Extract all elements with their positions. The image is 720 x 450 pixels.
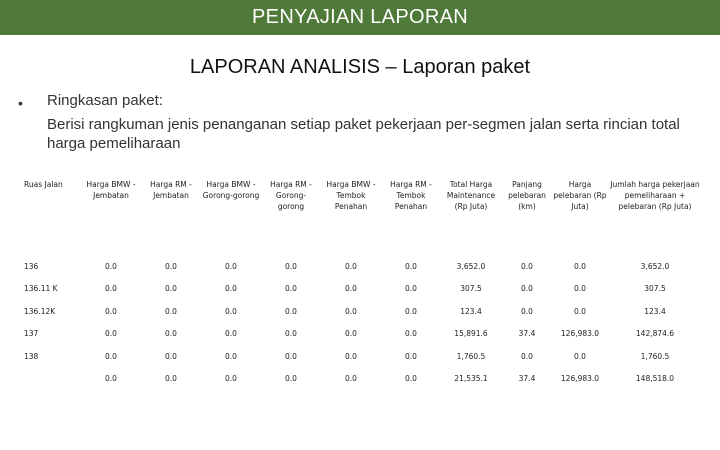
- table-cell: 123.4: [460, 306, 482, 316]
- table-row: [22, 278, 702, 301]
- table-cell: 307.5: [460, 284, 482, 294]
- table-cell: 136.11 K: [24, 284, 58, 294]
- table-cell: 0.0: [165, 284, 177, 294]
- column-header: Harga BMW - Tembok Penahan: [326, 180, 376, 211]
- column-header: Jumlah harga pekerjaan pemeliharaan + pelebaran (Rp Juta): [610, 180, 700, 211]
- table-cell: 0.0: [105, 306, 117, 316]
- table-cell: 37.4: [518, 329, 536, 339]
- table-cell: 136.12K: [24, 306, 56, 316]
- table-cell: 0.0: [285, 306, 297, 316]
- summary-table: [22, 178, 702, 390]
- table-cell: 0.0: [165, 374, 177, 384]
- table-cell: 136: [24, 261, 39, 271]
- column-header: Harga BMW - Gorong-gorong: [202, 180, 260, 200]
- table-cell: 0.0: [225, 306, 237, 316]
- table-cell: [22, 368, 80, 391]
- table-cell: 0.0: [574, 306, 586, 316]
- table-cell: 3,652.0: [456, 261, 486, 271]
- table-cell: 0.0: [345, 284, 357, 294]
- table-cell: 0.0: [405, 284, 417, 294]
- table-cell: 0.0: [574, 261, 586, 271]
- table-cell: 0.0: [105, 284, 117, 294]
- table-cell: 0.0: [521, 306, 533, 316]
- table-row: [22, 345, 702, 368]
- table-cell: 0.0: [165, 351, 177, 361]
- table-cell: 0.0: [405, 374, 417, 384]
- table-cell: 37.4: [518, 374, 536, 384]
- table-cell: 0.0: [405, 351, 417, 361]
- table-cell: 126,983.0: [560, 329, 600, 339]
- table-row: [22, 300, 702, 323]
- table-cell: 0.0: [105, 374, 117, 384]
- table-cell: 0.0: [405, 261, 417, 271]
- table-cell: 0.0: [345, 374, 357, 384]
- table-cell: 3,652.0: [640, 261, 670, 271]
- table-cell: 0.0: [165, 306, 177, 316]
- table-cell: 0.0: [574, 351, 586, 361]
- table-cell: 0.0: [225, 284, 237, 294]
- column-header: Harga RM - Jembatan: [150, 180, 192, 200]
- column-header: Ruas Jalan: [24, 180, 63, 189]
- table-row: [22, 255, 702, 278]
- table-cell: 126,983.0: [560, 374, 600, 384]
- table-cell: 0.0: [285, 261, 297, 271]
- table-cell: 0.0: [285, 284, 297, 294]
- column-header: Harga pelebaran (Rp Juta): [553, 180, 607, 211]
- table-cell: 0.0: [285, 351, 297, 361]
- column-header: Total Harga Maintenance (Rp Juta): [446, 180, 496, 211]
- table-cell: 0.0: [521, 351, 533, 361]
- table-cell: 0.0: [345, 351, 357, 361]
- table-cell: 123.4: [644, 306, 666, 316]
- table-cell: 0.0: [225, 329, 237, 339]
- column-header: Harga RM - Gorong-gorong: [270, 180, 312, 211]
- table-cell: 0.0: [105, 329, 117, 339]
- table-row: [22, 323, 702, 346]
- report-heading: LAPORAN ANALISIS – Laporan paket: [189, 56, 531, 78]
- table-cell: 142,874.6: [635, 329, 675, 339]
- table-cell: 0.0: [345, 329, 357, 339]
- table-cell: 0.0: [521, 261, 533, 271]
- table-cell: 0.0: [345, 261, 357, 271]
- table-cell: 137: [24, 329, 39, 339]
- table-cell: 1,760.5: [456, 351, 486, 361]
- table-cell: 148,518.0: [635, 374, 675, 384]
- column-header: Harga RM - Tembok Penahan: [390, 180, 432, 211]
- table-body: [22, 255, 702, 390]
- table-cell: 0.0: [574, 284, 586, 294]
- table-cell: 0.0: [225, 374, 237, 384]
- table-cell: 0.0: [285, 329, 297, 339]
- table-cell: 0.0: [521, 284, 533, 294]
- table-cell: 0.0: [105, 261, 117, 271]
- slide-header-title: PENYAJIAN LAPORAN: [252, 6, 468, 28]
- table-cell: 0.0: [165, 329, 177, 339]
- table-cell: 0.0: [225, 351, 237, 361]
- description-paragraph: Berisi rangkuman jenis penanganan setiap paket pekerjaan per-segmen jalan serta rincian total harga pemeliharaan: [47, 116, 680, 152]
- bullet-title: Ringkasan paket:: [47, 92, 163, 109]
- table-row: [22, 368, 702, 391]
- table-cell: 0.0: [405, 329, 417, 339]
- package-summary-table: [22, 178, 702, 384]
- table-cell: 0.0: [405, 306, 417, 316]
- table-cell: 0.0: [285, 374, 297, 384]
- slide-header-bar: [0, 0, 720, 35]
- table-cell: 15,891.6: [454, 329, 488, 339]
- column-header: Harga BMW - Jembatan: [86, 180, 136, 200]
- bullet-icon: •: [18, 95, 23, 111]
- column-header: Panjang pelebaran (km): [508, 180, 546, 211]
- table-cell: 21,535.1: [454, 374, 488, 384]
- table-cell: 0.0: [105, 351, 117, 361]
- table-cell: 307.5: [644, 284, 666, 294]
- table-cell: 0.0: [345, 306, 357, 316]
- table-header-row: [22, 178, 702, 255]
- table-cell: 0.0: [225, 261, 237, 271]
- table-cell: 0.0: [165, 261, 177, 271]
- table-cell: 138: [24, 351, 39, 361]
- table-cell: 1,760.5: [640, 351, 670, 361]
